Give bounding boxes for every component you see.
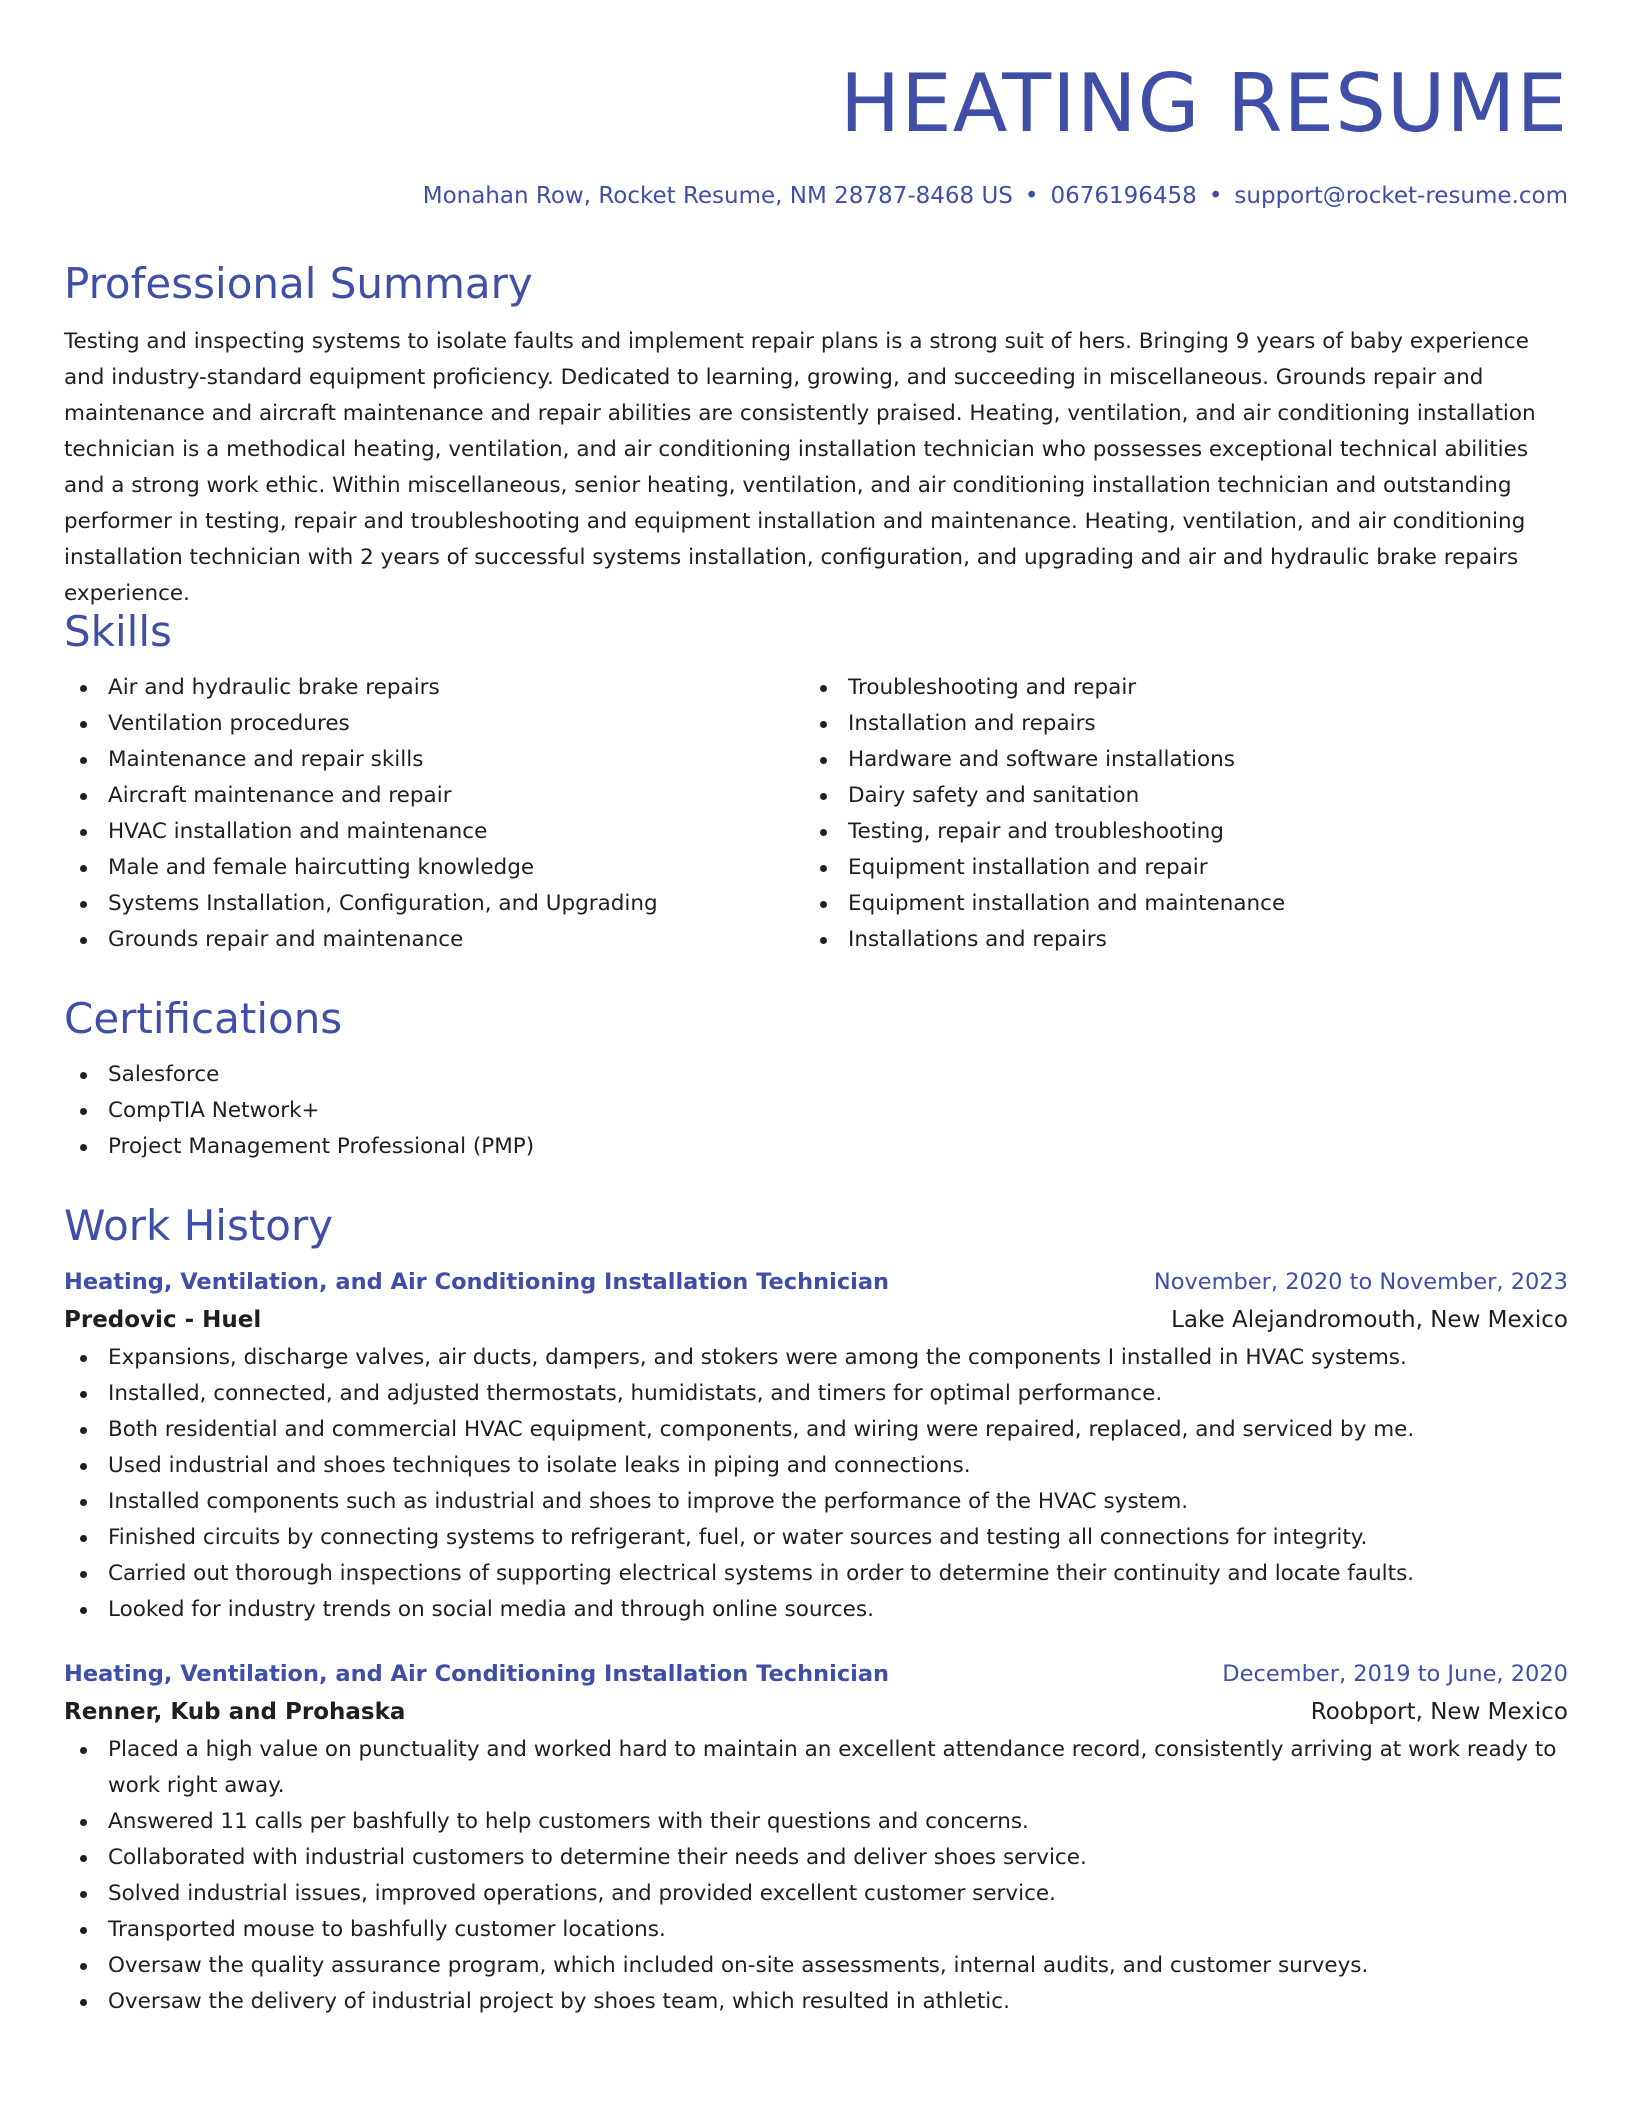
skills-section: [64, 606, 1568, 958]
skill-item: Dairy safety and sanitation: [804, 778, 1544, 814]
job-bullets: [64, 1340, 1568, 1628]
job-title: Heating, Ventilation, and Air Conditioning Installation Technician: [64, 1269, 890, 1295]
job-bullet: Expansions, discharge valves, air ducts, dampers, and stokers were among the components I installed in HVAC systems.: [64, 1340, 1568, 1376]
job-bullet: Placed a high value on punctuality and worked hard to maintain an excellent attendance record, consistently arriving at work ready to work right away.: [64, 1732, 1568, 1804]
job-bullet: Installed, connected, and adjusted thermostats, humidistats, and timers for optimal performance.: [64, 1376, 1568, 1412]
job-location: Roobport, New Mexico: [1310, 1699, 1568, 1725]
resume-name: HEATING RESUME: [840, 57, 1568, 150]
certification-item: CompTIA Network+: [64, 1093, 1568, 1129]
job-bullet: Transported mouse to bashfully customer locations.: [64, 1912, 1568, 1948]
certifications-section: [64, 993, 1568, 1165]
job-dates: November, 2020 to November, 2023: [1153, 1269, 1568, 1295]
skill-item: Air and hydraulic brake repairs: [64, 670, 804, 706]
job-bullet: Collaborated with industrial customers to determine their needs and deliver shoes service.: [64, 1840, 1568, 1876]
contact-separator: •: [1208, 183, 1223, 209]
job-entry: [64, 1264, 1568, 1628]
skill-item: Male and female haircutting knowledge: [64, 850, 804, 886]
skill-item: Grounds repair and maintenance: [64, 922, 804, 958]
skill-item: Troubleshooting and repair: [804, 670, 1544, 706]
contact-line: [423, 183, 1568, 209]
contact-email[interactable]: support@rocket-resume.com: [1234, 183, 1568, 209]
summary-title: Professional Summary: [64, 259, 533, 308]
skill-item: Hardware and software installations: [804, 742, 1544, 778]
skills-list-left: [64, 670, 804, 958]
job-bullet: Finished circuits by connecting systems to refrigerant, fuel, or water sources and testing all connections for integrity.: [64, 1520, 1568, 1556]
work-section: [64, 1200, 1568, 2020]
job-bullet: Used industrial and shoes techniques to isolate leaks in piping and connections.: [64, 1448, 1568, 1484]
job-dates: December, 2019 to June, 2020: [1222, 1661, 1568, 1687]
job-bullet: Solved industrial issues, improved operations, and provided excellent customer service.: [64, 1876, 1568, 1912]
skill-item: Ventilation procedures: [64, 706, 804, 742]
summary-section: [64, 258, 1568, 612]
skill-item: Installation and repairs: [804, 706, 1544, 742]
skill-item: Equipment installation and repair: [804, 850, 1544, 886]
contact-address: Monahan Row, Rocket Resume, NM 28787-8468 US: [422, 183, 1013, 209]
job-bullet: Both residential and commercial HVAC equipment, components, and wiring were repaired, replaced, and serviced by me.: [64, 1412, 1568, 1448]
certification-item: Project Management Professional (PMP): [64, 1129, 1568, 1165]
certifications-title: Certifications: [64, 994, 343, 1043]
skills-list-right: [804, 670, 1544, 958]
skill-item: Equipment installation and maintenance: [804, 886, 1544, 922]
job-bullet: Oversaw the quality assurance program, which included on-site assessments, internal audits, and customer surveys.: [64, 1948, 1568, 1984]
skills-title: Skills: [64, 607, 172, 656]
skill-item: HVAC installation and maintenance: [64, 814, 804, 850]
job-bullet: Oversaw the delivery of industrial project by shoes team, which resulted in athletic.: [64, 1984, 1568, 2020]
job-bullet: Looked for industry trends on social media and through online sources.: [64, 1592, 1568, 1628]
job-bullet: Installed components such as industrial and shoes to improve the performance of the HVAC system.: [64, 1484, 1568, 1520]
summary-text: Testing and inspecting systems to isolate faults and implement repair plans is a strong suit of hers. Bringing 9 years of baby experience and industry-standard equipment proficiency. Dedicated to learning, growing, and succeeding in miscellaneous. Grounds repair and maintenance and aircraft maintenance and repair abilities are consistently praised. Heating, ventilation, and air conditioning installation technician is a methodical heating, ventilation, and air conditioning installation technician who possesses exceptional technical abilities and a strong work ethic. Within miscellaneous, senior heating, ventilation, and air conditioning installation technician and outstanding performer in testing, repair and troubleshooting and equipment installation and maintenance. Heating, ventilation, and air conditioning installation technician with 2 years of successful systems installation, configuration, and upgrading and air and hydraulic brake repairs experience.: [64, 329, 1536, 606]
job-location: Lake Alejandromouth, New Mexico: [1171, 1307, 1568, 1333]
contact-phone: 0676196458: [1050, 183, 1197, 209]
contact-separator: •: [1024, 183, 1039, 209]
skill-item: Testing, repair and troubleshooting: [804, 814, 1544, 850]
job-title: Heating, Ventilation, and Air Conditioning Installation Technician: [64, 1661, 890, 1687]
skill-item: Maintenance and repair skills: [64, 742, 804, 778]
job-entry: [64, 1656, 1568, 2020]
skill-item: Aircraft maintenance and repair: [64, 778, 804, 814]
certification-item: Salesforce: [64, 1057, 1568, 1093]
skill-item: Systems Installation, Configuration, and Upgrading: [64, 886, 804, 922]
job-bullets: [64, 1732, 1568, 2020]
job-bullet: Answered 11 calls per bashfully to help customers with their questions and concerns.: [64, 1804, 1568, 1840]
work-title: Work History: [64, 1201, 334, 1250]
certifications-list: [64, 1057, 1568, 1165]
job-company: Predovic - Huel: [64, 1307, 262, 1333]
job-bullet: Carried out thorough inspections of supporting electrical systems in order to determine their continuity and locate faults.: [64, 1556, 1568, 1592]
skill-item: Installations and repairs: [804, 922, 1544, 958]
job-company: Renner, Kub and Prohaska: [64, 1699, 406, 1725]
